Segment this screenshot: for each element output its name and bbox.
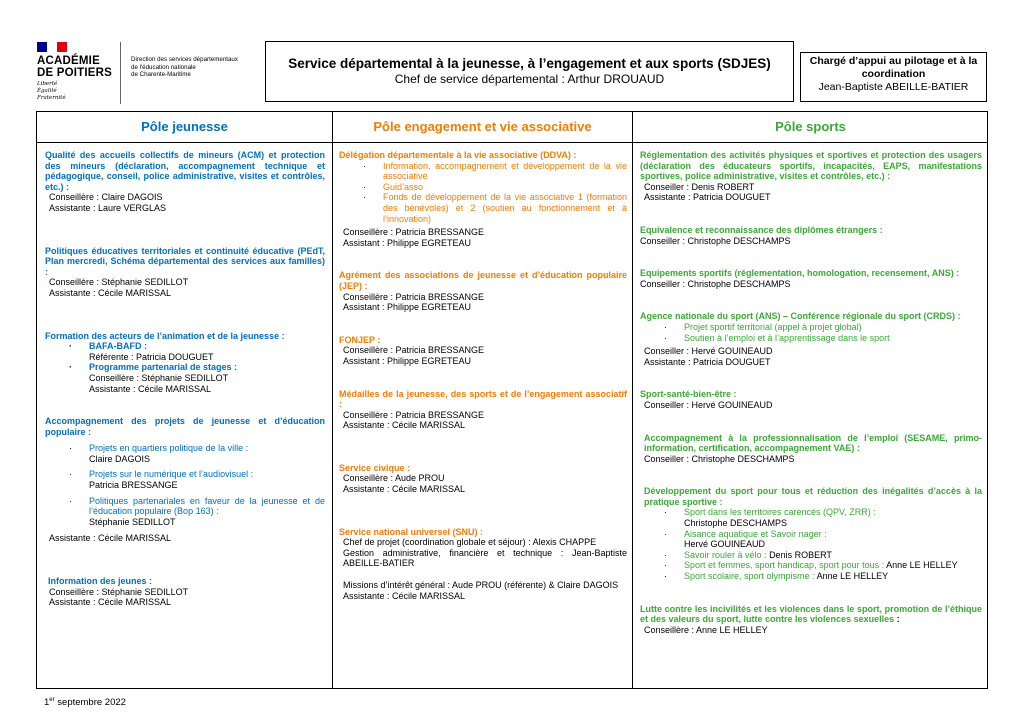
section-title: Médailles de la jeunesse, des sports et de l’engagement associatif : [339, 388, 627, 410]
bullet-value: Denis ROBERT [769, 549, 832, 560]
staff-line: Assistante : Cécile MARISSAL [343, 590, 466, 601]
section-title: Equivalence et reconnaissance des diplômes étrangers : [640, 224, 883, 235]
list-item [640, 550, 982, 561]
staff-line: Conseiller : Hervé GOUINEAUD [644, 399, 773, 410]
bullet-list [45, 341, 325, 394]
bullet-list [640, 507, 982, 581]
staff-line: Assistant : Philippe EGRETEAU [343, 355, 472, 366]
staff-line: Conseiller : Denis ROBERT [644, 181, 755, 192]
staff-line: Assistante : Cécile MARISSAL [343, 484, 466, 495]
header-divider [37, 142, 987, 143]
page-subtitle: Chef de service départemental : Arthur DROUAUD [394, 72, 665, 86]
column-header-jeunesse: Pôle jeunesse [141, 119, 228, 134]
staff-line: Assistante : Cécile MARISSAL [49, 287, 172, 298]
direction-line-2: de l'éducation nationale [131, 63, 196, 71]
direction-label [131, 56, 238, 79]
bullet-label: Sport scolaire, sport olympisme : [684, 571, 815, 582]
staff-line: Conseillère : Aude PROU [343, 473, 445, 484]
bullet-label: Sport et femmes, sport handicap, sport pour tous : [684, 560, 885, 571]
staff-line: Conseiller : Christophe DESCHAMPS [640, 278, 791, 289]
section-title: Service national universel (SNU) : [339, 526, 484, 537]
staff-line: Assistante : Cécile MARISSAL [49, 597, 172, 608]
logo-line-2: DE POITIERS [37, 67, 113, 79]
list-item [640, 571, 982, 582]
section-title: Sport-santé-bien-être : [640, 389, 737, 400]
bullet-list [45, 443, 325, 527]
logo-separator [120, 42, 121, 104]
column-header-sports: Pôle sports [775, 119, 846, 134]
list-item [640, 560, 982, 571]
section-title: Equipements sportifs (réglementation, homologation, recensement, ANS) : [640, 268, 960, 279]
staff-line: Assistante : Laure VERGLAS [49, 202, 167, 213]
column-engagement [339, 150, 627, 601]
staff-line: Assistante : Patricia DOUGUET [644, 356, 771, 367]
motto [37, 81, 66, 102]
page-title: Service départemental à la jeunesse, à l’engagement et aux sports (SDJES) [288, 56, 771, 71]
list-item: Stéphanie SEDILLOT [89, 516, 176, 527]
bullet-label: Savoir rouler à vélo : [684, 549, 767, 560]
section-title: Accompagnement à la professionnalisation de l’emploi (SESAME, primo-information, certification, accompagnement VAE) : [644, 432, 982, 454]
list-item: Référente : Patricia DOUGUET [89, 351, 214, 362]
staff-line: Assistant : Philippe EGRETEAU [343, 302, 472, 313]
list-item: Assistante : Cécile MARISSAL [89, 383, 212, 394]
staff-line: Conseillère : Patricia BRESSANGE [343, 291, 485, 302]
coordination-box [800, 52, 987, 102]
list-item: · Projet sportif territorial (appel à projet global) [640, 322, 982, 333]
motto-fraternite: Fraternité [37, 95, 66, 101]
list-item: · Politiques partenariales en faveur de la jeunesse et de l’éducation populaire (Bop 163) : [45, 496, 325, 517]
staff-line: Conseillère : Claire DAGOIS [49, 192, 163, 203]
section-title-colon: : [894, 614, 900, 625]
staff-line: Assistant : Philippe EGRETEAU [343, 237, 472, 248]
list-item: · BAFA-BAFD : [45, 341, 325, 352]
staff-line: Conseillère : Patricia BRESSANGE [343, 409, 485, 420]
staff-line: Missions d’intérêt général : Aude PROU (référente) & Claire DAGOIS [343, 580, 619, 591]
staff-line: Conseillère : Patricia BRESSANGE [343, 227, 485, 238]
list-item: · Aisance aquatique et Savoir nager : [640, 529, 982, 540]
staff-line: Chef de projet (coordination globale et séjour) : Alexis CHAPPE [343, 537, 597, 548]
section-title-text: Lutte contre les incivilités et les violences dans le sport, promotion de l’éthique et des valeurs du sport, lutte contre les violences sexuelles [640, 603, 982, 625]
section-title: Formation des acteurs de l’animation et de la jeunesse : [45, 330, 285, 341]
bullet-list [640, 322, 982, 343]
section-title: FONJEP : [339, 334, 381, 345]
list-item: · Programme partenarial de stages : [45, 362, 325, 373]
list-item: Christophe DESCHAMPS [684, 518, 788, 529]
list-item: · Soutien à l’emploi et à l’apprentissage dans le sport [640, 333, 982, 344]
section-title: Accompagnement des projets de jeunesse et d’éducation populaire : [45, 416, 325, 437]
section-title: Politiques éducatives territoriales et continuité éducative (PEdT, Plan mercredi, Schéma départemental des services aux familles) : [45, 245, 325, 277]
staff-line: Assistante : Cécile MARISSAL [343, 420, 466, 431]
column-sports [640, 150, 982, 635]
footer-date [44, 697, 126, 708]
column-jeunesse [45, 150, 325, 608]
title-box [265, 41, 794, 102]
motto-egalite: Égalité [37, 88, 57, 94]
staff-line: Assistante : Cécile MARISSAL [49, 533, 172, 544]
staff-line: Conseillère : Anne LE HELLEY [644, 624, 768, 635]
staff-line: Assistante : Patricia DOUGUET [644, 192, 771, 203]
column-header-engagement: Pôle engagement et vie associative [373, 119, 592, 134]
staff-line: Conseillère : Patricia BRESSANGE [343, 345, 485, 356]
section-title: Réglementation des activités physiques et sportives et protection des usagers (déclaration des éducateurs sportifs, incapacités, EAPS, manifestations sportives, police administrative, visites et contrôles, etc.) : [640, 150, 982, 182]
section-title: Développement du sport pour tous et réduction des inégalités d’accès à la pratique sportive : [644, 486, 982, 507]
list-item: · Sport dans les territoires carencés (QPV, ZRR) : [640, 507, 982, 518]
section-title: Service civique : [339, 462, 411, 473]
logo-line-1: ACADÉMIE [37, 55, 100, 67]
list-item: · Projets en quartiers politique de la ville : [45, 443, 325, 454]
staff-line: Gestion administrative, financière et technique : Jean-Baptiste ABEILLE-BATIER [343, 547, 627, 569]
bullet-value: Anne LE HELLEY [886, 560, 958, 571]
list-item: · Fonds de développement de la vie associative 1 (formation des bénévoles) et 2 (soutien au fonctionnement et à l’innovation) [339, 192, 627, 224]
bullet-list [339, 161, 627, 225]
list-item: · Projets sur le numérique et l’audiovisuel : [45, 469, 325, 480]
list-item: · Guid’asso [339, 182, 627, 193]
section-title: Agrément des associations de jeunesse et d’éducation populaire (JEP) : [339, 270, 627, 291]
staff-line: Conseillère : Stéphanie SEDILLOT [49, 277, 189, 288]
staff-line: Conseiller : Christophe DESCHAMPS [644, 453, 795, 464]
section-title: Qualité des accueils collectifs de mineurs (ACM) et protection des mineurs (déclaration, accompagnement technique et pédagogique, conseil, police administrative, visites et contrôles, etc.) : [45, 150, 325, 192]
list-item: Conseillère : Stéphanie SEDILLOT [89, 372, 229, 383]
list-item: Claire DAGOIS [89, 453, 151, 464]
org-table [36, 111, 988, 689]
coordination-name: Jean-Baptiste ABEILLE-BATIER [818, 81, 969, 93]
list-item: Hervé GOUINEAUD [684, 539, 766, 550]
list-item: Patricia BRESSANGE [89, 480, 178, 491]
academie-logo [37, 55, 112, 79]
direction-line-1: Direction des services départementaux [131, 56, 238, 63]
section-title: Agence nationale du sport (ANS) – Conférence régionale du sport (CRDS) : [640, 311, 961, 322]
staff-line: Conseillère : Stéphanie SEDILLOT [49, 586, 189, 597]
column-divider [332, 112, 333, 688]
coordination-title: Chargé d’appui au pilotage et à la coordination [809, 55, 978, 80]
staff-line: Conseiller : Christophe DESCHAMPS [640, 235, 791, 246]
motto-liberte: Liberté [37, 81, 58, 87]
direction-line-3: de Charente-Maritime [131, 71, 191, 78]
section-title [640, 604, 982, 625]
staff-line: Conseiller : Hervé GOUINEAUD [644, 346, 773, 357]
footer-day: 1 [44, 697, 50, 709]
footer-sup: er [49, 697, 55, 703]
republique-flag-icon [37, 42, 67, 52]
column-divider [632, 112, 633, 688]
footer-rest: septembre 2022 [54, 697, 126, 709]
section-title: Délégation départementale à la vie associative (DDVA) : [339, 150, 577, 160]
list-item: · Information, accompagnement et développement de la vie associative [339, 161, 627, 182]
section-title: Information des jeunes : [48, 576, 153, 587]
bullet-value: Anne LE HELLEY [816, 571, 889, 582]
